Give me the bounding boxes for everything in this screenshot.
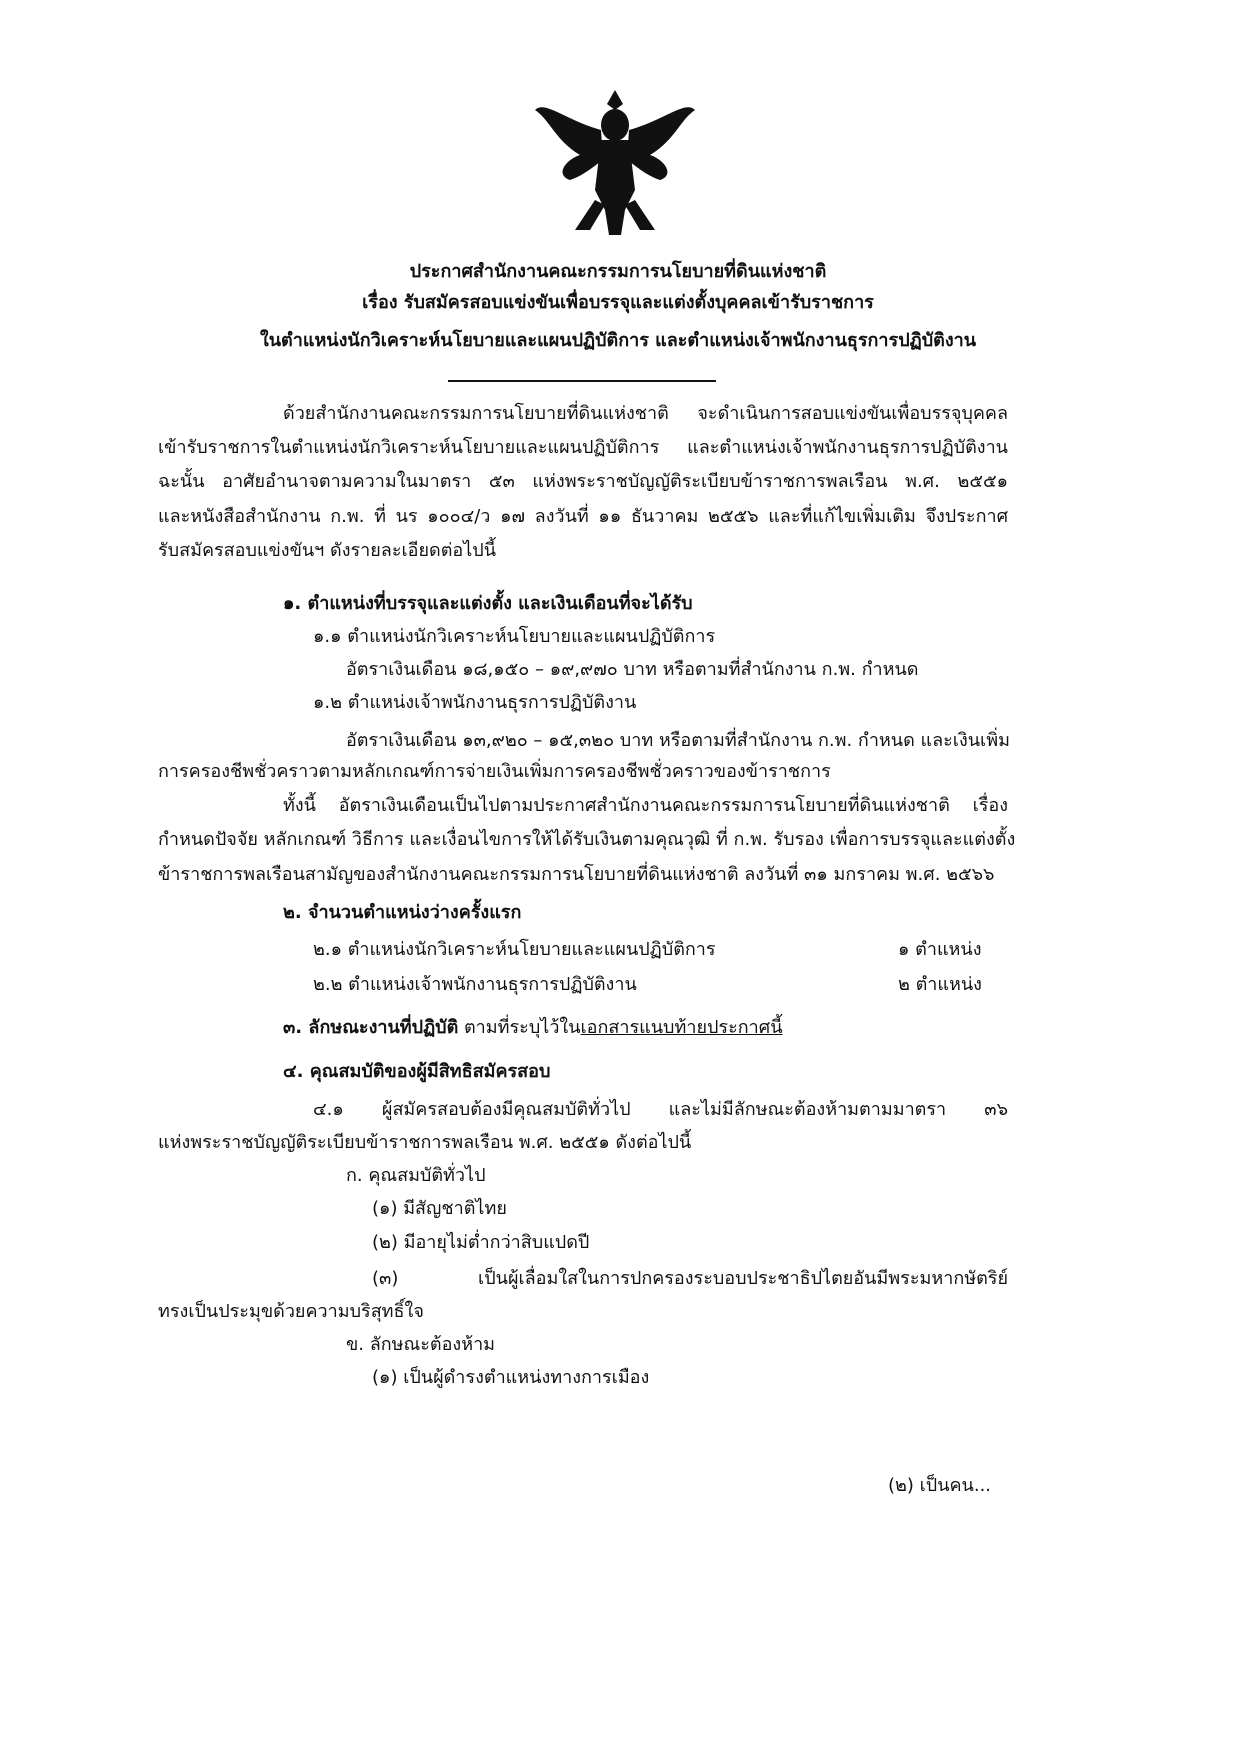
header-subject: เรื่อง รับสมัครสอบแข่งขันเพื่อบรรจุและแต่งตั้งบุคคลเข้ารับราชการ (362, 292, 874, 313)
position-1-2: ๑.๒ ตำแหน่งเจ้าพนักงานธุรการปฏิบัติงาน (313, 692, 637, 713)
position-1-1: ๑.๑ ตำแหน่งนักวิเคราะห์นโยบายและแผนปฏิบัติการ (313, 626, 716, 647)
vacancy-count: ๒ ตำแหน่ง (898, 974, 982, 995)
garuda-emblem-icon (525, 80, 705, 240)
intro-line: รับสมัครสอบแข่งขันฯ ดังรายละเอียดต่อไปนี้ (158, 540, 496, 561)
attachment-link[interactable]: เอกสารแนบท้ายประกาศนี้ (580, 1017, 783, 1038)
position-1-1-salary: อัตราเงินเดือน ๑๘,๑๕๐ – ๑๙,๙๗๐ บาท หรือตามที่สำนักงาน ก.พ. กำหนด (346, 659, 919, 680)
qualification-4-1: ๔.๑ ผู้สมัครสอบต้องมีคุณสมบัติทั่วไป และไม่มีลักษณะต้องห้ามตามมาตรา ๓๖ (313, 1099, 1008, 1120)
salary-note: กำหนดปัจจัย หลักเกณฑ์ วิธีการ และเงื่อนไขการให้ได้รับเงินตามคุณวุฒิ ที่ ก.พ. รับรอง เพื่อการบรรจุและแต่งตั้ง (158, 829, 1016, 850)
intro-line: เข้ารับราชการในตำแหน่งนักวิเคราะห์นโยบายและแผนปฏิบัติการ และตำแหน่งเจ้าพนักงานธุรการปฏิบัติงาน (158, 437, 1008, 458)
header-line-3: ในตำแหน่งนักวิเคราะห์นโยบายและแผนปฏิบัติการ และตำแหน่งเจ้าพนักงานธุรการปฏิบัติงาน (259, 330, 977, 351)
section-3-text: ตามที่ระบุไว้ใน (458, 1017, 581, 1038)
prohibition-item: (๑) เป็นผู้ดำรงตำแหน่งทางการเมือง (372, 1367, 650, 1388)
section-3 (283, 1016, 783, 1040)
qualification-item: (๑) มีสัญชาติไทย (372, 1198, 507, 1219)
divider (448, 380, 716, 382)
qualification-4-1-cont: แห่งพระราชบัญญัติระเบียบข้าราชการพลเรือน พ.ศ. ๒๕๕๑ ดังต่อไปนี้ (158, 1132, 692, 1153)
general-qualifications-title: ก. คุณสมบัติทั่วไป (346, 1165, 486, 1186)
vacancy-row (313, 973, 1008, 997)
section-3-title: ๓. ลักษณะงานที่ปฏิบัติ (283, 1017, 459, 1038)
section-4-title: ๔. คุณสมบัติของผู้มีสิทธิสมัครสอบ (283, 1061, 551, 1082)
qualification-item: (๒) มีอายุไม่ต่ำกว่าสิบแปดปี (372, 1232, 590, 1253)
vacancy-label: ๒.๑ ตำแหน่งนักวิเคราะห์นโยบายและแผนปฏิบัติการ (313, 939, 716, 960)
continued-marker: (๒) เป็นคน... (888, 1475, 992, 1496)
intro-line: ด้วยสำนักงานคณะกรรมการนโยบายที่ดินแห่งชาติ จะดำเนินการสอบแข่งขันเพื่อบรรจุบุคคล (283, 403, 1008, 424)
position-1-2-salary-cont: การครองชีพชั่วคราวตามหลักเกณฑ์การจ่ายเงินเพิ่มการครองชีพชั่วคราวของข้าราชการ (158, 761, 831, 782)
vacancy-row (313, 938, 1008, 962)
header-line-1: ประกาศสำนักงานคณะกรรมการนโยบายที่ดินแห่งชาติ (409, 261, 827, 282)
prohibitions-title: ข. ลักษณะต้องห้าม (346, 1334, 496, 1355)
section-1-title: ๑. ตำแหน่งที่บรรจุและแต่งตั้ง และเงินเดือนที่จะได้รับ (283, 593, 693, 614)
vacancy-count: ๑ ตำแหน่ง (898, 939, 982, 960)
intro-line: และหนังสือสำนักงาน ก.พ. ที่ นร ๑๐๐๔/ว ๑๗ ลงวันที่ ๑๑ ธันวาคม ๒๕๕๖ และที่แก้ไขเพิ่มเติม จึงประกาศ (158, 506, 1008, 527)
position-1-2-salary: อัตราเงินเดือน ๑๓,๙๒๐ – ๑๕,๓๒๐ บาท หรือตามที่สำนักงาน ก.พ. กำหนด และเงินเพิ่ม (346, 730, 1010, 751)
salary-note: ข้าราชการพลเรือนสามัญของสำนักงานคณะกรรมการนโยบายที่ดินแห่งชาติ ลงวันที่ ๓๑ มกราคม พ.ศ. ๒๕๖๖ (158, 864, 995, 885)
intro-line: ฉะนั้น อาศัยอำนาจตามความในมาตรา ๕๓ แห่งพระราชบัญญัติระเบียบข้าราชการพลเรือน พ.ศ. ๒๕๕๑ (158, 471, 1008, 492)
section-2-title: ๒. จำนวนตำแหน่งว่างครั้งแรก (283, 902, 522, 923)
qualification-item-cont: ทรงเป็นประมุขด้วยความบริสุทธิ์ใจ (158, 1301, 424, 1322)
salary-note: ทั้งนี้ อัตราเงินเดือนเป็นไปตามประกาศสำนักงานคณะกรรมการนโยบายที่ดินแห่งชาติ เรื่อง (283, 795, 1008, 816)
vacancy-label: ๒.๒ ตำแหน่งเจ้าพนักงานธุรการปฏิบัติงาน (313, 974, 637, 995)
qualification-item: (๓) เป็นผู้เลื่อมใสในการปกครองระบอบประชาธิปไตยอันมีพระมหากษัตริย์ (372, 1268, 1008, 1289)
